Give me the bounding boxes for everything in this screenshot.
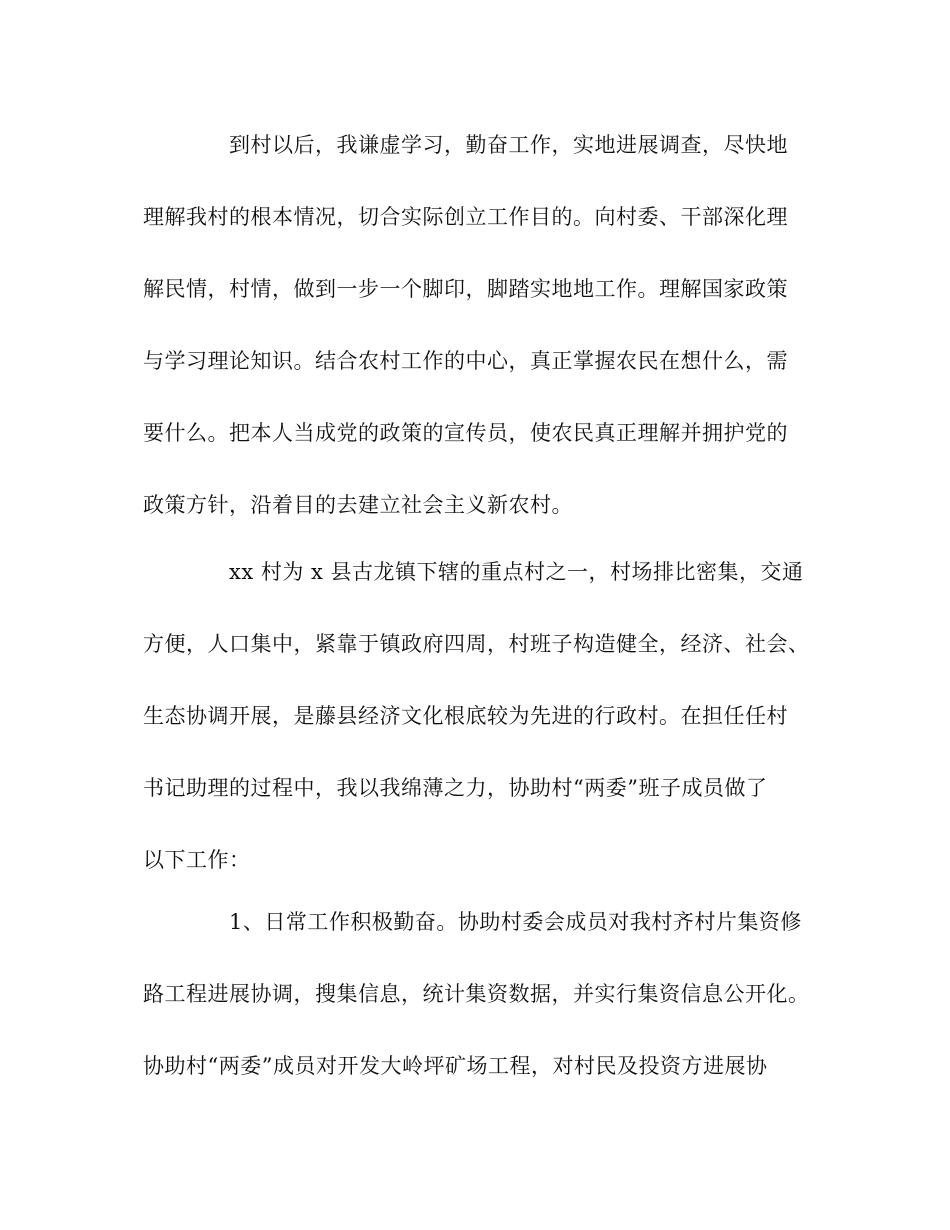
paragraph-3-line-3: 协助村“两委”成员对开发大岭坪矿场工程，对村民及投资方进展协 [143,1054,768,1078]
paragraph-1-line-2: 理解我村的根本情况，切合实际创立工作目的。向村委、干部深化理 [143,205,788,229]
paragraph-1-line-6: 政策方针，沿着目的去建立社会主义新农村。 [143,493,573,517]
paragraph-1-line-1: 到村以后，我谦虚学习，勤奋工作，实地进展调查，尽快地 [229,133,788,157]
paragraph-1-line-4: 与学习理论知识。结合农村工作的中心，真正掌握农民在想什么，需 [143,349,788,373]
paragraph-2-line-2: 方便，人口集中，紧靠于镇政府四周，村班子构造健全，经济、社会、 [143,632,810,656]
paragraph-2-line-1: xx 村为 x 县古龙镇下辖的重点村之一，村场排比密集，交通 [229,560,804,584]
paragraph-3-line-1: 1、日常工作积极勤奋。协助村委会成员对我村齐村片集资修 [229,910,802,934]
paragraph-3-line-2: 路工程进展协调，搜集信息，统计集资数据，并实行集资信息公开化。 [143,982,810,1006]
paragraph-1-line-3: 解民情，村情，做到一步一个脚印，脚踏实地地工作。理解国家政策 [143,277,788,301]
paragraph-1-line-5: 要什么。把本人当成党的政策的宣传员，使农民真正理解并拥护党的 [143,421,788,445]
paragraph-2-line-5: 以下工作： [143,848,251,872]
paragraph-2-line-4: 书记助理的过程中，我以我绵薄之力，协助村“两委”班子成员做了 [143,776,768,800]
paragraph-2-line-3: 生态协调开展，是藤县经济文化根底较为先进的行政村。在担任任村 [143,704,788,728]
